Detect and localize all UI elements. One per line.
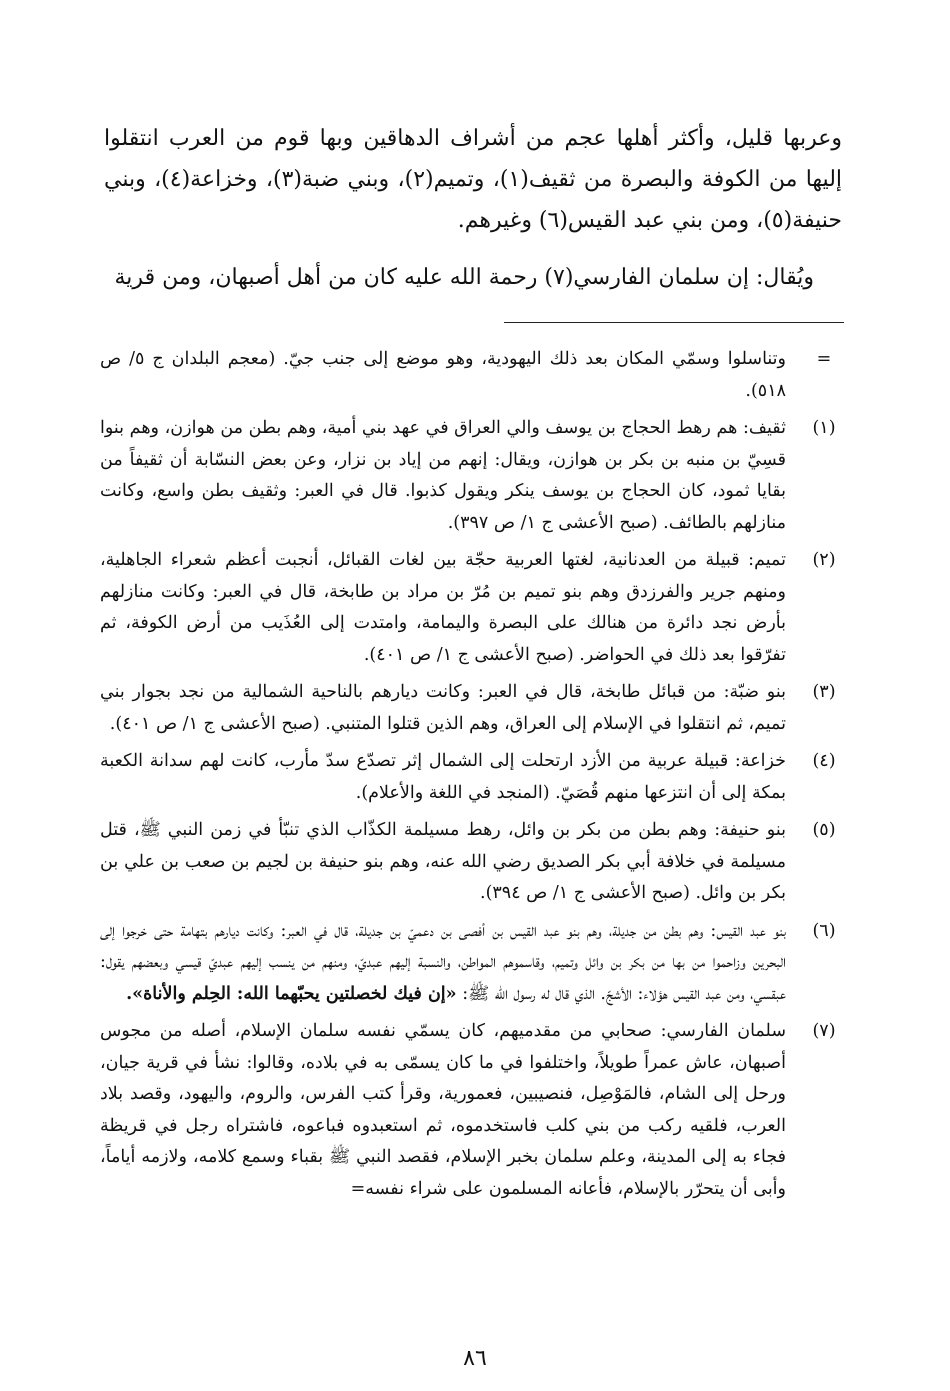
footnote-marker: = — [816, 349, 832, 369]
main-paragraph-1: وعربها قليل، وأكثر أهلها عجم من أشراف الدهاقين وبها قوم من العرب انتقلوا إليها من الكوفة والبصرة من ثقيف(١)، وتميم(٢)، وبني ضبة(٣)، وخزاعة(٤)، وبني حنيفة(٥)، ومن بني عبد القيس(٦) وغيرهم. — [104, 126, 843, 233]
footnote-5 — [100, 815, 848, 910]
main-paragraph-2: ويُقال: إن سلمان الفارسي(٧) رحمة الله عليه كان من أهل أصبهان، ومن قرية — [114, 265, 814, 290]
footnote-marker: (٦) — [812, 920, 836, 941]
footnote-marker: (١) — [812, 418, 836, 438]
footnote-continuation — [100, 344, 848, 407]
footnote-marker: (٧) — [812, 1021, 836, 1041]
footnote-text: بنو ضبّة: من قبائل طابخة، قال في العبر: وكانت ديارهم بالناحية الشمالية من نجد بجوار بني تميم، ثم انتقلوا في الإسلام إلى العراق، وهم الذين قتلوا المتنبي. (صبح الأعشى ج ١/ ص ٤٠١). — [100, 682, 786, 734]
footnote-text: سلمان الفارسي: صحابي من مقدميهم، كان يسمّي نفسه سلمان الإسلام، أصله من مجوس أصبهان، عاش عمراً طويلاً، واختلفوا في ما كان يسمّى به في بلاده، وقالوا: نشأ في قرية جيان، ورحل إلى الشام، فالمَوْصِل، فنصيبين، فعمورية، وقرأ كتب الفرس، والروم، واليهود، وقصد بلاد العرب، فلقيه ركب من بني كلب فاستخدموه، ثم استعبدوه فباعوه، فاشتراه رجل في قريظة فجاء به إلى المدينة، وعلم سلمان بخبر الإسلام، فقصد النبي ﷺ بقباء وسمع كلامه، ولازمه أياماً، وأبى أن يتحرّر بالإسلام، فأعانه المسلمون على شراء نفسه= — [100, 1021, 786, 1199]
footnotes-section — [100, 344, 848, 1211]
footnote-3 — [100, 677, 848, 740]
footnote-marker: (٢) — [812, 550, 836, 570]
footnote-text — [100, 916, 786, 1011]
page-number: ٨٦ — [463, 1346, 487, 1371]
hadith-quote: «إن فيك لخصلتين يحبّهما الله: الحِلم والأناة». — [126, 983, 457, 1004]
footnote-text: تميم: قبيلة من العدنانية، لغتها العربية حجّة بين لغات القبائل، أنجبت أعظم شعراء الجاهلية، ومنهم جرير والفرزدق وهم بنو تميم بن مُرّ بن مراد بن طابخة، قال في العبر: وكانت منازلهم بأرض نجد دائرة من هنالك على البصرة واليمامة، وامتدت إلى العُذَيب من أرض الكوفة، ثم تفرّقوا بعد ذلك في الحواضر. (صبح الأعشى ج ١/ ص ٤٠١). — [100, 550, 786, 665]
footnote-6 — [100, 916, 848, 1011]
footnote-marker: (٥) — [812, 820, 836, 840]
footnote-text: خزاعة: قبيلة عربية من الأزد ارتحلت إلى الشمال إثر تصدّع سدّ مأرب، كانت لهم سدانة الكعبة بمكة إلى أن انتزعها منهم قُصَيّ. (المنجد في اللغة والأعلام). — [100, 751, 786, 803]
main-text-body — [104, 118, 842, 298]
footnote-text: ثقيف: هم رهط الحجاج بن يوسف والي العراق في عهد بني أمية، وهم بطن من هوازن، وهم بنوا قسِيّ بن منبه بن بكر بن هوازن، ويقال: إنهم من إياد بن نزار، وعن بعض النسّابة أن ثقيفاً من بقايا ثمود، كان الحجاج بن يوسف ينكر ويقول كذبوا. قال في العبر: وثقيف بطن واسع، وكانت منازلهم بالطائف. (صبح الأعشى ج ١/ ص ٣٩٧). — [100, 418, 786, 533]
footnote-1 — [100, 413, 848, 539]
footnote-7 — [100, 1016, 848, 1205]
footnote-text-plain: بنو عبد القيس: وهم بطن من جديلة، وهم بنو عبد القيس بن أفصى بن دعميّ بن جديلة، قال في العبر: وكانت ديارهم بتهامة حتى خرجوا إلى البحرين وزاحموا من بها من بكر بن وائل وتميم، وقاسموهم المواطن، والنسبة إليهم عبديّ، ومنهم من ينسب إليهم عبديّ قيسي وبعضهم يقول: عبقسي، ومن عبد القيس هؤلاء: الأشجّ. الذي قال له رسول الله ﷺ: — [100, 920, 786, 1004]
footnote-marker: (٤) — [812, 751, 836, 771]
footnote-2 — [100, 545, 848, 671]
footnote-text: وتناسلوا وسمّي المكان بعد ذلك اليهودية، وهو موضع إلى جنب جيّ. (معجم البلدان ج ٥/ ص ٥١٨). — [100, 349, 787, 401]
footnote-marker: (٣) — [812, 682, 836, 702]
footnote-separator-rule — [504, 322, 844, 323]
footnote-text: بنو حنيفة: وهم بطن من بكر بن وائل، رهط مسيلمة الكذّاب الذي تنبّأ في زمن النبي ﷺ، قتل مسيلمة في خلافة أبي بكر الصديق رضي الله عنه، وهم بنو حنيفة بن لجيم بن صعب بن علي بن بكر بن وائل. (صبح الأعشى ج ١/ ص ٣٩٤). — [100, 820, 786, 903]
footnote-4 — [100, 746, 848, 809]
